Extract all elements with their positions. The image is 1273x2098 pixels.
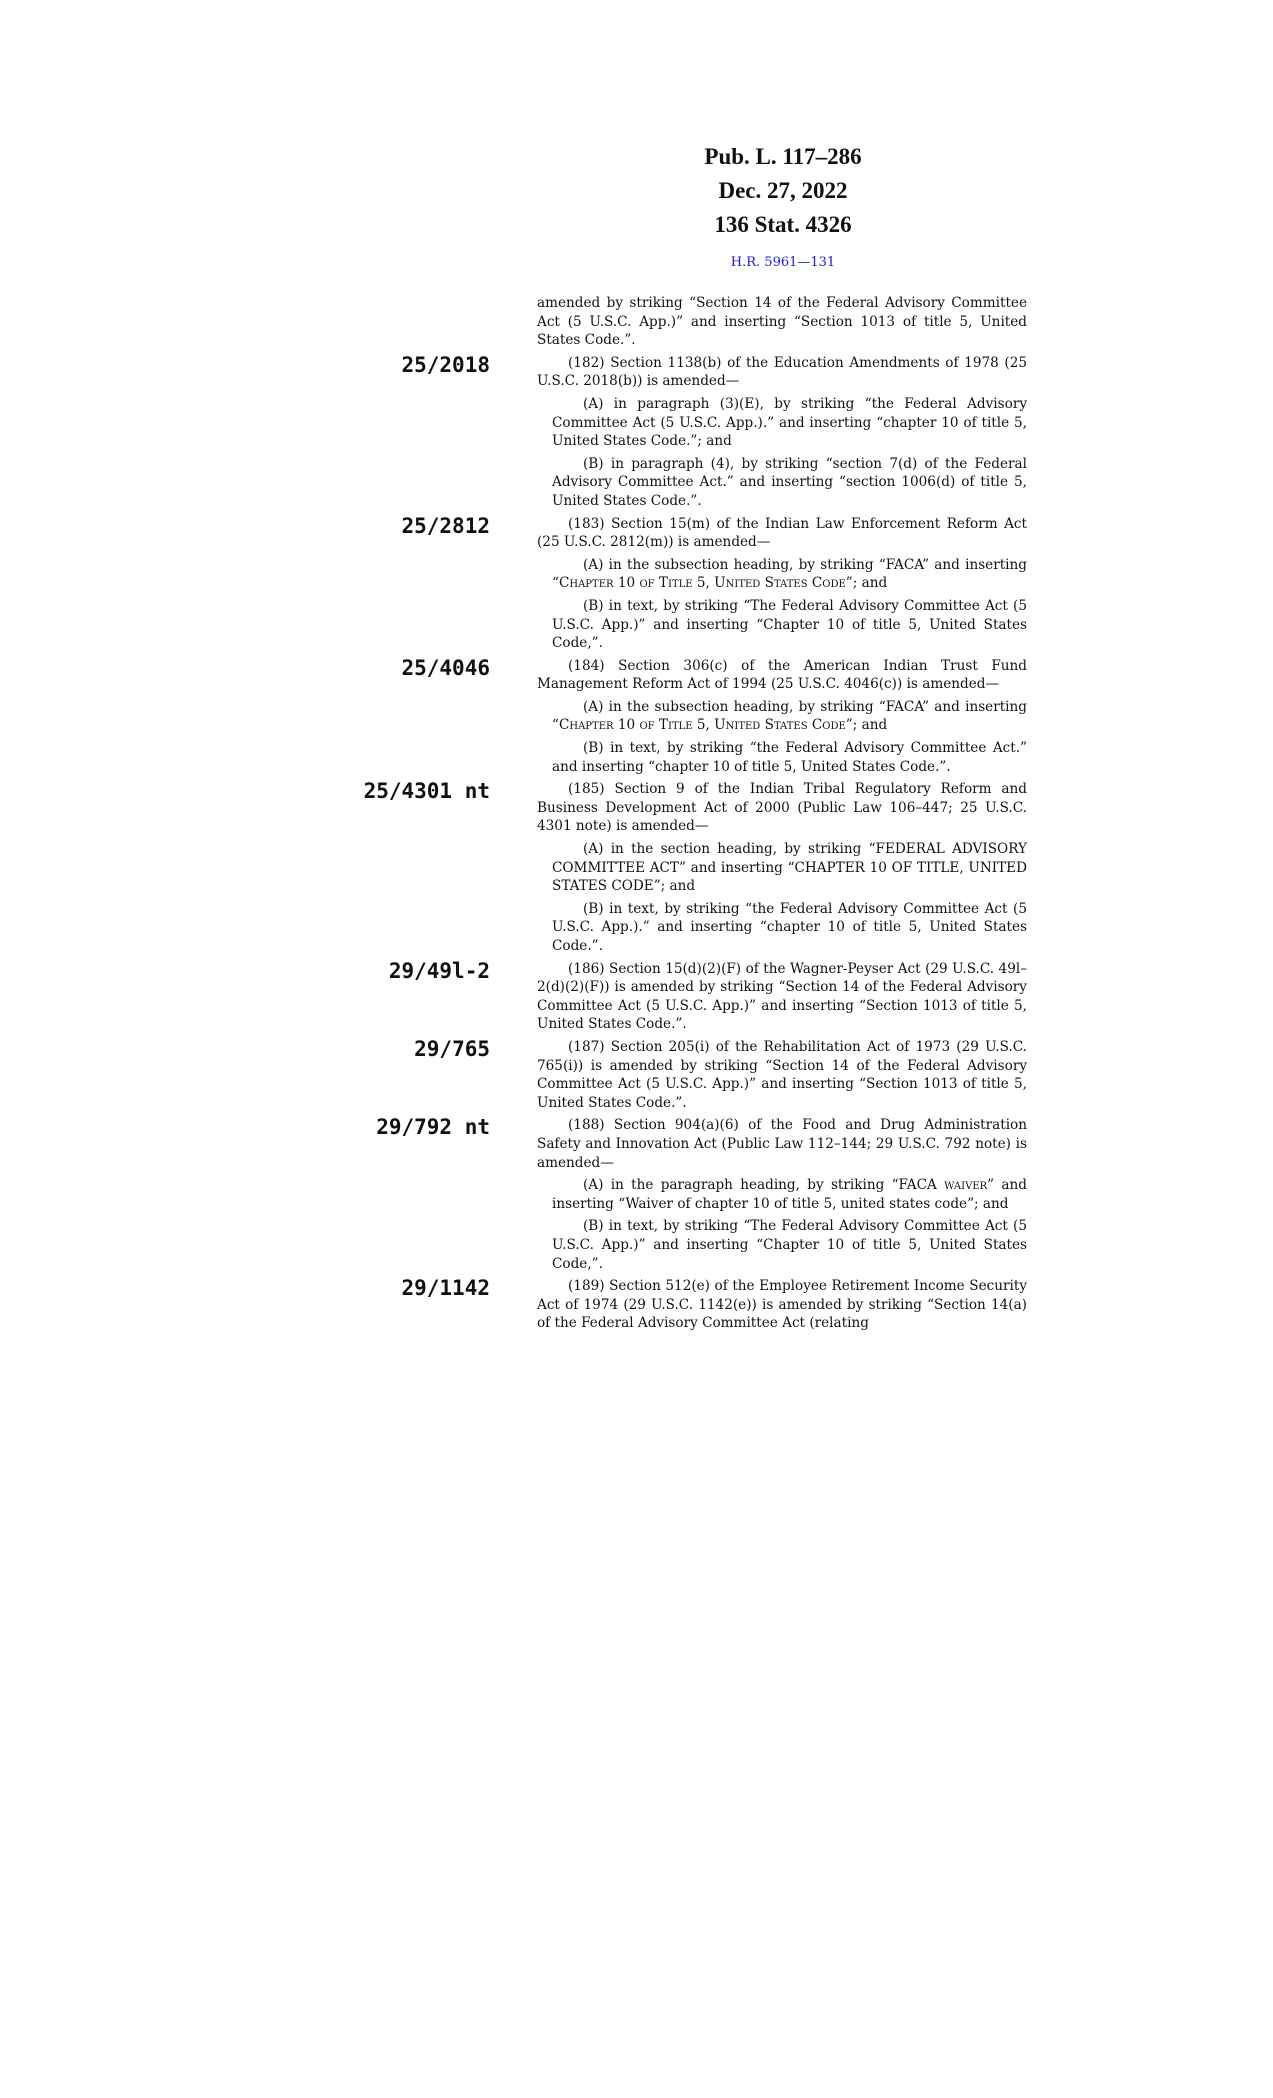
paragraph-183 [401,513,1027,552]
public-law-number: Pub. L. 117–286 [704,144,862,169]
subparagraph-182-a [552,395,1027,451]
margin-note: 25/2018 [401,352,490,377]
paragraph-text: ” and inserting “Waiver of chapter 10 of title 5, united states code”; and [552,1177,1027,1212]
subparagraph-185-b [552,900,1027,956]
margin-note: 29/765 [414,1036,490,1061]
subparagraph-188-a [552,1176,1027,1213]
small-caps-text: Chapter 10 of Title 5, United States Code [558,575,846,592]
paragraph-text: (B) in text, by striking “The Federal Advisory Committee Act (5 U.S.C. App.)” and inserting “Chapter 10 of title 5, United States Code,”. [552,597,1027,652]
paragraph-text: (B) in text, by striking “the Federal Advisory Committee Act (5 U.S.C. App.).” and inserting “chapter 10 of title 5, United States Code.”. [552,900,1027,954]
margin-note: 29/792 nt [376,1115,490,1140]
paragraph-text: amended by striking “Section 14 of the Federal Advisory Committee Act (5 U.S.C. App.)” and inserting “Section 1013 of title 5, United States Code.”. [537,295,1027,349]
margin-note: 25/4301 nt [363,779,490,804]
paragraph-187 [414,1036,1027,1112]
paragraph-text: (A) in the section heading, by striking “FEDERAL ADVISORY COMMITTEE ACT” and inserting “CHAPTER 10 OF TITLE, UNITED STATES CODE”; and [552,841,1027,895]
paragraph-text: (187) Section 205(i) of the Rehabilitation Act of 1973 (29 U.S.C. 765(i)) is amended by striking “Section 14 of the Federal Advisory Committee Act (5 U.S.C. App.)” and inserting “Section 1013 of title 5, United States Code.”. [537,1038,1027,1111]
subparagraph-182-b [552,455,1027,511]
margin-note: 25/4046 [401,655,490,680]
paragraph-text: (A) in the subsection heading, by striking “FACA” and inserting “ [552,556,1027,592]
paragraph-text: (182) Section 1138(b) of the Education Amendments of 1978 (25 U.S.C. 2018(b)) is amended— [537,354,1027,390]
subparagraph-184-a [552,698,1027,735]
paragraph-text: (183) Section 15(m) of the Indian Law Enforcement Reform Act (25 U.S.C. 2812(m)) is amended— [537,515,1027,551]
bill-page-link[interactable]: H.R. 5961—131 [730,255,836,270]
subparagraph-188-b [552,1217,1027,1273]
small-caps-text: Chapter 10 of Title 5, United States Code [558,717,846,734]
enactment-date: Dec. 27, 2022 [718,178,848,203]
paragraph-text: (186) Section 15(d)(2)(F) of the Wagner-Peyser Act (29 U.S.C. 49l–2(d)(2)(F)) is amended by striking “Section 14 of the Federal Advisory Committee Act (5 U.S.C. App.)” and inserting “Section 1013 of title 5, United States Code.”. [537,960,1027,1033]
paragraph-text: (185) Section 9 of the Indian Tribal Regulatory Reform and Business Development Act of 2000 (Public Law 106–447; 25 U.S.C. 4301 note) is amended— [537,781,1027,835]
paragraph-184 [401,655,1027,694]
margin-note: 29/1142 [401,1276,490,1301]
paragraph-text: (184) Section 306(c) of the American Indian Trust Fund Management Reform Act of 1994 (25 U.S.C. 4046(c)) is amended— [537,657,1027,693]
paragraph-text: ”; and [845,575,888,592]
paragraph-182 [401,352,1027,391]
paragraph-text: (189) Section 512(e) of the Employee Retirement Income Security Act of 1974 (29 U.S.C. 1142(e)) is amended by striking “Section 14(a) of the Federal Advisory Committee Act (relating [537,1278,1027,1332]
paragraph-185 [363,779,1027,836]
paragraph-text: (188) Section 904(a)(6) of the Food and Drug Administration Safety and Innovation Act (Public Law 112–144; 29 U.S.C. 792 note) is amended— [537,1117,1027,1171]
paragraph-text: (A) in the subsection heading, by striking “FACA” and inserting “ [552,698,1027,734]
paragraph-text: (B) in paragraph (4), by striking “section 7(d) of the Federal Advisory Committee Act.” and inserting “section 1006(d) of title 5, United States Code.”. [552,455,1027,509]
small-caps-text: waiver [944,1177,988,1194]
paragraph-text: (A) in the paragraph heading, by striking “FACA [583,1177,945,1194]
paragraph-186 [388,958,1027,1034]
paragraph-continuation [537,294,1027,350]
subparagraph-183-a [552,556,1027,593]
statute-page: 136 Stat. 4326 [714,212,852,237]
subparagraph-185-a [552,840,1027,896]
paragraph-text: (B) in text, by striking “The Federal Advisory Committee Act (5 U.S.C. App.)” and inserting “Chapter 10 of title 5, United States Code,”. [552,1218,1027,1272]
paragraph-189 [401,1276,1027,1333]
paragraph-text: (A) in paragraph (3)(E), by striking “the Federal Advisory Committee Act (5 U.S.C. App.).” and inserting “chapter 10 of title 5, United States Code.”; and [552,395,1027,450]
subparagraph-184-b [552,739,1027,776]
document-body [363,294,1027,1337]
paragraph-188 [376,1115,1027,1172]
margin-note: 25/2812 [401,513,490,538]
paragraph-text: (B) in text, by striking “the Federal Advisory Committee Act.” and inserting “chapter 10 of title 5, United States Code.”. [552,740,1027,775]
paragraph-text: ”; and [845,717,888,734]
margin-note: 29/49l-2 [388,958,490,983]
subparagraph-183-b [552,597,1027,653]
